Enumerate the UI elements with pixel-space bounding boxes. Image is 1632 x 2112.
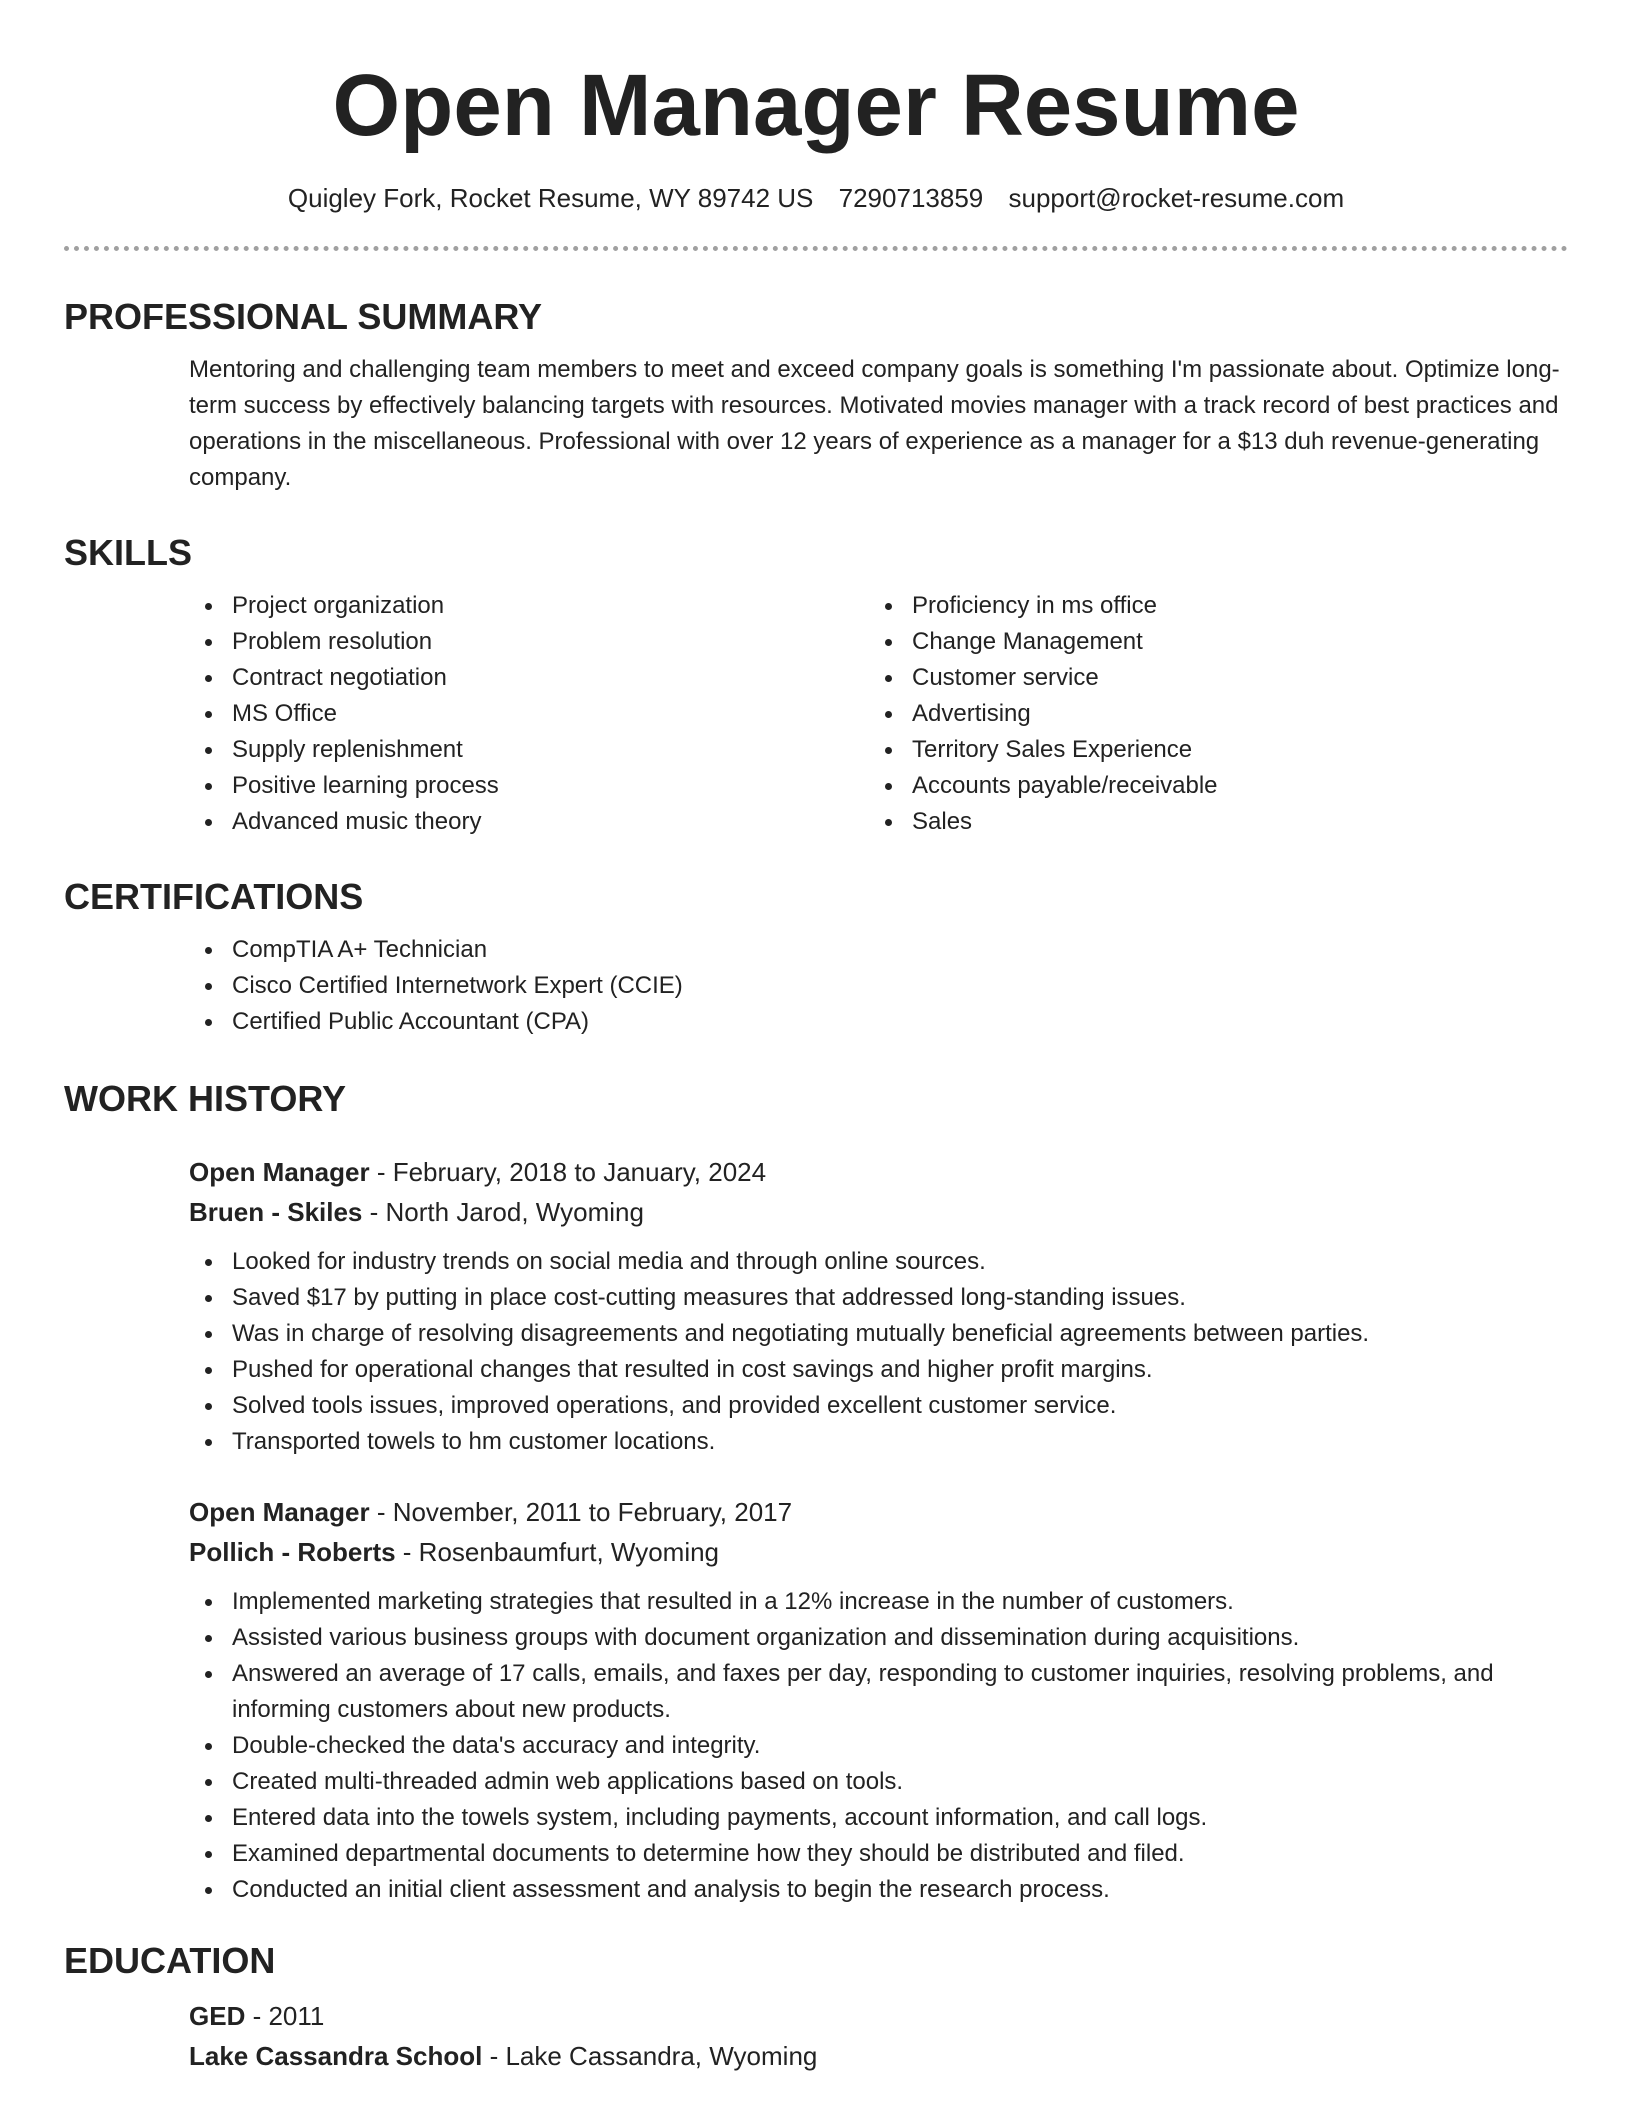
certification-item: CompTIA A+ Technician [189,932,1568,968]
education-degree-line [189,1996,1568,2036]
work-history-section [64,1078,1568,1120]
job-entry [64,1492,1568,1908]
education-location: - Lake Cassandra, Wyoming [482,2041,818,2071]
certification-item: Cisco Certified Internetwork Expert (CCIE) [189,968,1568,1004]
skills-heading: SKILLS [64,532,193,573]
job-body [189,1152,1568,1460]
skills-list-left [189,588,869,840]
job-title-line [189,1152,1568,1192]
education-body [189,1996,1568,2076]
education-school: Lake Cassandra School [189,2041,483,2071]
job-duty-item: Looked for industry trends on social media and through online sources. [189,1244,1568,1280]
job-duty-item: Solved tools issues, improved operations, and provided excellent customer service. [189,1388,1568,1424]
job-title-line [189,1492,1568,1532]
job-company-line [189,1192,1568,1232]
job-duty-item: Assisted various business groups with document organization and dissemination during acquisitions. [189,1620,1568,1656]
resume-title: Open Manager Resume [332,57,1300,154]
skills-column-right [869,588,1549,840]
job-duties-list [189,1584,1568,1908]
skill-item: MS Office [189,696,869,732]
skills-section [64,532,1568,840]
contact-phone: 7290713859 [838,183,984,213]
contact-email: support@rocket-resume.com [1008,183,1345,213]
header-divider [64,246,1568,251]
job-duties-list [189,1244,1568,1460]
skill-item: Supply replenishment [189,732,869,768]
job-duty-item: Examined departmental documents to determine how they should be distributed and filed. [189,1836,1568,1872]
certification-item: Certified Public Accountant (CPA) [189,1004,1568,1040]
skill-item: Customer service [869,660,1549,696]
skill-item: Project organization [189,588,869,624]
education-school-line [189,2036,1568,2076]
skills-list-right [869,588,1549,840]
skill-item: Advanced music theory [189,804,869,840]
job-body [189,1492,1568,1908]
job-company: Pollich - Roberts [189,1537,396,1567]
education-year: - 2011 [245,2001,325,2031]
job-title: Open Manager [189,1157,370,1187]
certifications-body [189,932,1568,1040]
job-duty-item: Double-checked the data's accuracy and integrity. [189,1728,1568,1764]
job-duty-item: Transported towels to hm customer locations. [189,1424,1568,1460]
skill-item: Accounts payable/receivable [869,768,1549,804]
job-duty-item: Implemented marketing strategies that resulted in a 12% increase in the number of customers. [189,1584,1568,1620]
certifications-list [189,932,1568,1040]
contact-line [64,183,1568,214]
job-duty-item: Saved $17 by putting in place cost-cutting measures that addressed long-standing issues. [189,1280,1568,1316]
summary-text: Mentoring and challenging team members to meet and exceed company goals is something I'm passionate about. Optimize long-term success by effectively balancing targets with resources. Motivated movies manager with a track record of best practices and operations in the miscellaneous. Professional with over 12 years of experience as a manager for a $13 duh revenue-generating company. [189,356,1560,491]
skill-item: Contract negotiation [189,660,869,696]
summary-body [189,352,1568,496]
education-section [64,1940,1568,2076]
job-company-line [189,1532,1568,1572]
certifications-section [64,876,1568,1040]
education-heading: EDUCATION [64,1940,276,1981]
education-degree: GED [189,2001,246,2031]
job-duty-item: Answered an average of 17 calls, emails, and faxes per day, responding to customer inquiries, resolving problems, and informing customers about new products. [189,1656,1568,1728]
skill-item: Sales [869,804,1549,840]
contact-address: Quigley Fork, Rocket Resume, WY 89742 US [287,183,814,213]
job-entry [64,1152,1568,1460]
skill-item: Proficiency in ms office [869,588,1549,624]
skill-item: Positive learning process [189,768,869,804]
skill-item: Change Management [869,624,1549,660]
job-location: - North Jarod, Wyoming [362,1197,644,1227]
skill-item: Advertising [869,696,1549,732]
skills-grid [189,588,1568,840]
job-duty-item: Conducted an initial client assessment and analysis to begin the research process. [189,1872,1568,1908]
job-duty-item: Created multi-threaded admin web applications based on tools. [189,1764,1568,1800]
job-dates: - February, 2018 to January, 2024 [369,1157,767,1187]
certifications-heading: CERTIFICATIONS [64,876,364,917]
job-duty-item: Pushed for operational changes that resulted in cost savings and higher profit margins. [189,1352,1568,1388]
summary-heading: PROFESSIONAL SUMMARY [64,296,543,337]
job-company: Bruen - Skiles [189,1197,363,1227]
job-dates: - November, 2011 to February, 2017 [369,1497,793,1527]
job-location: - Rosenbaumfurt, Wyoming [395,1537,720,1567]
skill-item: Territory Sales Experience [869,732,1549,768]
summary-section [64,296,1568,496]
skill-item: Problem resolution [189,624,869,660]
skills-column-left [189,588,869,840]
work-history-heading: WORK HISTORY [64,1078,347,1119]
job-duty-item: Entered data into the towels system, including payments, account information, and call logs. [189,1800,1568,1836]
job-duty-item: Was in charge of resolving disagreements and negotiating mutually beneficial agreements between parties. [189,1316,1568,1352]
job-title: Open Manager [189,1497,370,1527]
